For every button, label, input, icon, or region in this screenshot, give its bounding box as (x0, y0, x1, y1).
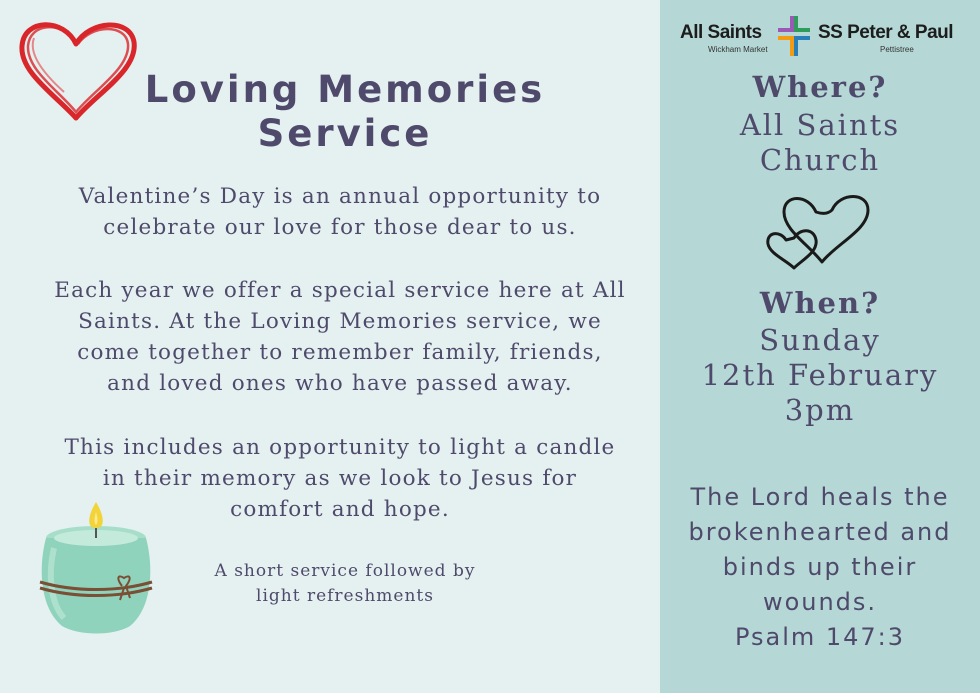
when-heading: When? (759, 286, 881, 320)
text-line: All Saints (739, 108, 901, 142)
text-line: brokenhearted and (688, 518, 952, 546)
candle-icon (34, 498, 158, 638)
intro-paragraph-2 (30, 275, 650, 399)
refreshments-note (175, 559, 515, 609)
where-heading: Where? (752, 70, 888, 104)
text-line: Valentine’s Day is an annual opportunity to (78, 184, 602, 209)
text-line: 3pm (784, 393, 856, 427)
title-line-2: Service (257, 112, 433, 155)
text-line: binds up their (722, 553, 918, 581)
text-line: The Lord heals the (690, 483, 950, 511)
logo-left-sub: Wickham Market (708, 45, 768, 54)
title-line-1: Loving Memories (144, 68, 546, 111)
text-line: Church (759, 143, 881, 177)
logo-right-sub: Pettistree (880, 45, 914, 54)
text-line: wounds. (762, 588, 878, 616)
text-line: Each year we offer a special service here at All (54, 278, 626, 303)
logo-right-name: SS Peter & Paul (818, 22, 954, 43)
text-line: light refreshments (256, 586, 434, 606)
intro-paragraph-1 (30, 181, 650, 243)
scripture-quote (660, 480, 980, 655)
text-line: come together to remember family, friends, (77, 340, 603, 365)
cross-logo-icon (776, 16, 812, 56)
text-line: Sunday (759, 323, 881, 357)
text-line: celebrate our love for those dear to us. (103, 215, 577, 240)
where-details (660, 108, 980, 178)
text-line: in their memory as we look to Jesus for (102, 466, 578, 491)
text-line: Saints. At the Loving Memories service, we (78, 309, 602, 334)
when-details (660, 323, 980, 428)
text-line: 12th February (701, 358, 939, 392)
scripture-reference: Psalm 147:3 (734, 623, 906, 651)
text-line: This includes an opportunity to light a candle (64, 435, 616, 460)
logo-left-name: All Saints (680, 22, 762, 43)
text-line: comfort and hope. (230, 497, 450, 522)
churches-logo (668, 18, 973, 58)
text-line: A short service followed by (214, 561, 476, 581)
text-line: and loved ones who have passed away. (107, 371, 573, 396)
two-hearts-icon (764, 190, 876, 270)
